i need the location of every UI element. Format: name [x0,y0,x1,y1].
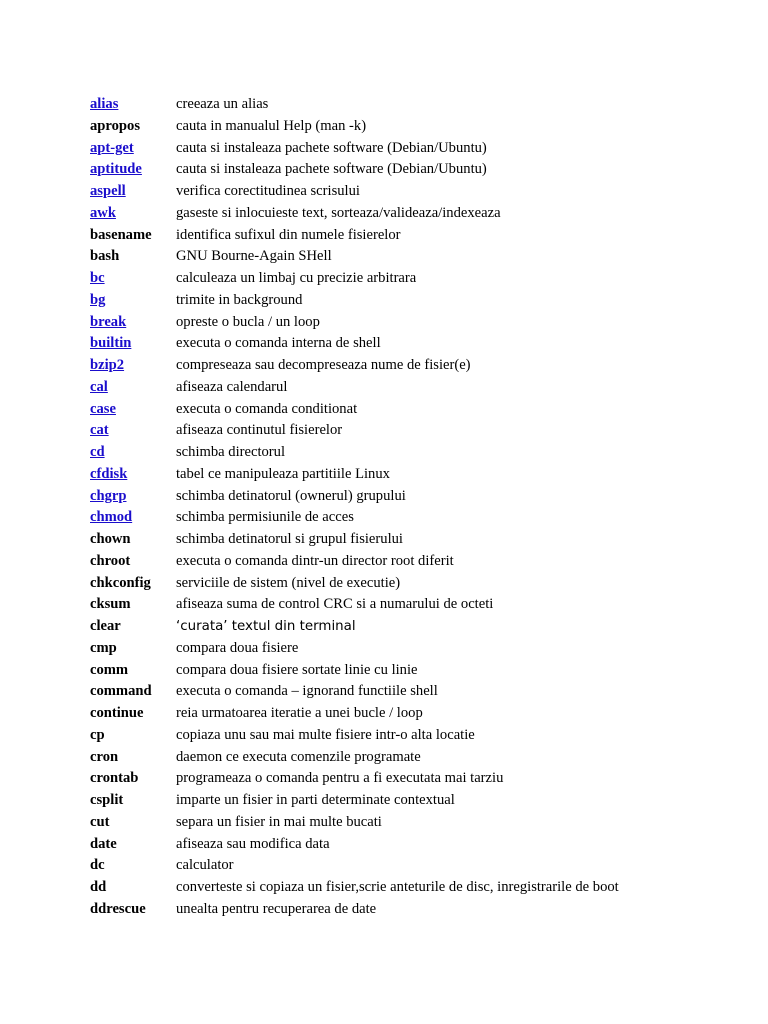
command-row [90,181,750,203]
command-description: cauta si instaleaza pachete software (Debian/Ubuntu) [176,139,487,156]
command-description: separa un fisier in mai multe bucati [176,813,382,830]
command-name: comm [90,661,129,678]
command-name: command [90,683,152,700]
command-description: opreste o bucla / un loop [176,313,320,330]
command-row [90,225,750,247]
command-description: executa o comanda interna de shell [176,335,381,352]
command-row [90,573,750,595]
command-row [90,703,750,725]
command-name: cron [90,748,119,765]
command-description: afiseaza continutul fisierelor [176,422,343,439]
command-row [90,594,750,616]
command-row [90,312,750,334]
command-row [90,116,750,138]
command-description: calculator [176,857,234,874]
command-row [90,899,750,921]
command-row [90,834,750,856]
command-row [90,638,750,660]
command-link[interactable]: chgrp [90,487,127,504]
command-description: reia urmatoarea iteratie a unei bucle / loop [176,705,423,721]
command-name: cp [90,726,105,743]
command-description: daemon ce executa comenzile programate [176,748,421,765]
command-name: cut [90,813,110,830]
command-name: chown [90,531,131,547]
command-description: gaseste si inlocuieste text, sorteaza/valideaza/indexeaza [176,204,501,221]
command-description: compara doua fisiere sortate linie cu linie [176,661,418,678]
command-link[interactable]: aspell [90,183,126,199]
command-row [90,159,750,181]
command-name: cmp [90,639,117,656]
command-name: chroot [90,552,131,569]
command-link[interactable]: bg [90,291,106,308]
command-row [90,290,750,312]
command-row [90,812,750,834]
command-row [90,442,750,464]
command-description: executa o comanda dintr-un director root diferit [176,552,454,569]
command-list [90,94,750,921]
command-description: afiseaza suma de control CRC si a numarului de octeti [176,596,494,613]
command-link[interactable]: cal [90,378,108,395]
command-description: cauta si instaleaza pachete software (Debian/Ubuntu) [176,161,487,178]
command-name: basename [90,226,152,243]
command-row [90,877,750,899]
command-row [90,681,750,703]
command-row [90,333,750,355]
command-description: compara doua fisiere [176,639,299,656]
command-name: cksum [90,596,131,613]
command-link[interactable]: chmod [90,509,133,526]
command-link[interactable]: cd [90,444,105,460]
command-description: ‘curata’ textul din terminal [176,619,356,634]
command-name: clear [90,618,121,634]
command-name: apropos [90,117,141,134]
command-link[interactable]: builtin [90,335,132,352]
command-description: tabel ce manipuleaza partitiile Linux [176,465,390,482]
command-row [90,660,750,682]
command-row [90,138,750,160]
command-name: chkconfig [90,574,151,591]
command-description: compreseaza sau decompreseaza nume de fisier(e) [176,357,471,373]
command-link[interactable]: cfdisk [90,465,128,482]
command-row [90,855,750,877]
command-description: serviciile de sistem (nivel de executie) [176,574,401,591]
command-link[interactable]: case [90,400,116,417]
command-row [90,355,750,377]
command-description: schimba detinatorul (ownerul) grupului [176,487,406,504]
command-link[interactable]: alias [90,96,119,112]
command-description: executa o comanda conditionat [176,400,358,417]
command-description: converteste si copiaza un fisier,scrie anteturile de disc, inregistrarile de boot [176,879,619,895]
command-link[interactable]: break [90,313,127,330]
command-description: schimba permisiunile de acces [176,509,354,526]
command-description: schimba directorul [176,444,286,460]
command-description: GNU Bourne-Again SHell [176,248,332,265]
command-name: csplit [90,792,124,808]
command-description: imparte un fisier in parti determinate contextual [176,792,455,808]
command-description: programeaza o comanda pentru a fi executata mai tarziu [176,770,504,787]
command-link[interactable]: bzip2 [90,357,125,373]
command-row [90,268,750,290]
command-row [90,420,750,442]
command-description: schimba detinatorul si grupul fisierului [176,531,403,547]
command-row [90,725,750,747]
command-link[interactable]: apt-get [90,139,134,156]
command-row [90,94,750,116]
command-description: identifica sufixul din numele fisierelor [176,226,401,243]
command-name: dc [90,857,105,874]
command-name: crontab [90,770,139,787]
command-name: bash [90,248,120,265]
command-row [90,246,750,268]
command-row [90,399,750,421]
command-link[interactable]: aptitude [90,161,142,178]
command-description: afiseaza sau modifica data [176,835,330,852]
command-description: cauta in manualul Help (man -k) [176,117,367,134]
command-description: calculeaza un limbaj cu precizie arbitrara [176,270,417,286]
command-row [90,551,750,573]
command-link[interactable]: awk [90,204,116,221]
command-name: continue [90,705,144,721]
command-name: dd [90,879,107,895]
command-description: copiaza unu sau mai multe fisiere intr-o alta locatie [176,726,475,743]
command-row [90,464,750,486]
command-link[interactable]: bc [90,270,105,286]
command-name: ddrescue [90,900,146,917]
command-row [90,790,750,812]
command-row [90,507,750,529]
command-row [90,486,750,508]
command-description: afiseaza calendarul [176,378,288,395]
command-row [90,203,750,225]
command-name: date [90,835,117,852]
command-description: creeaza un alias [176,96,269,112]
command-row [90,529,750,551]
command-row [90,377,750,399]
command-row [90,616,750,638]
command-row [90,768,750,790]
command-description: executa o comanda – ignorand functiile shell [176,683,438,700]
command-description: trimite in background [176,291,303,308]
command-description: unealta pentru recuperarea de date [176,900,377,917]
command-link[interactable]: cat [90,422,109,439]
command-row [90,747,750,769]
command-description: verifica corectitudinea scrisului [176,183,360,199]
